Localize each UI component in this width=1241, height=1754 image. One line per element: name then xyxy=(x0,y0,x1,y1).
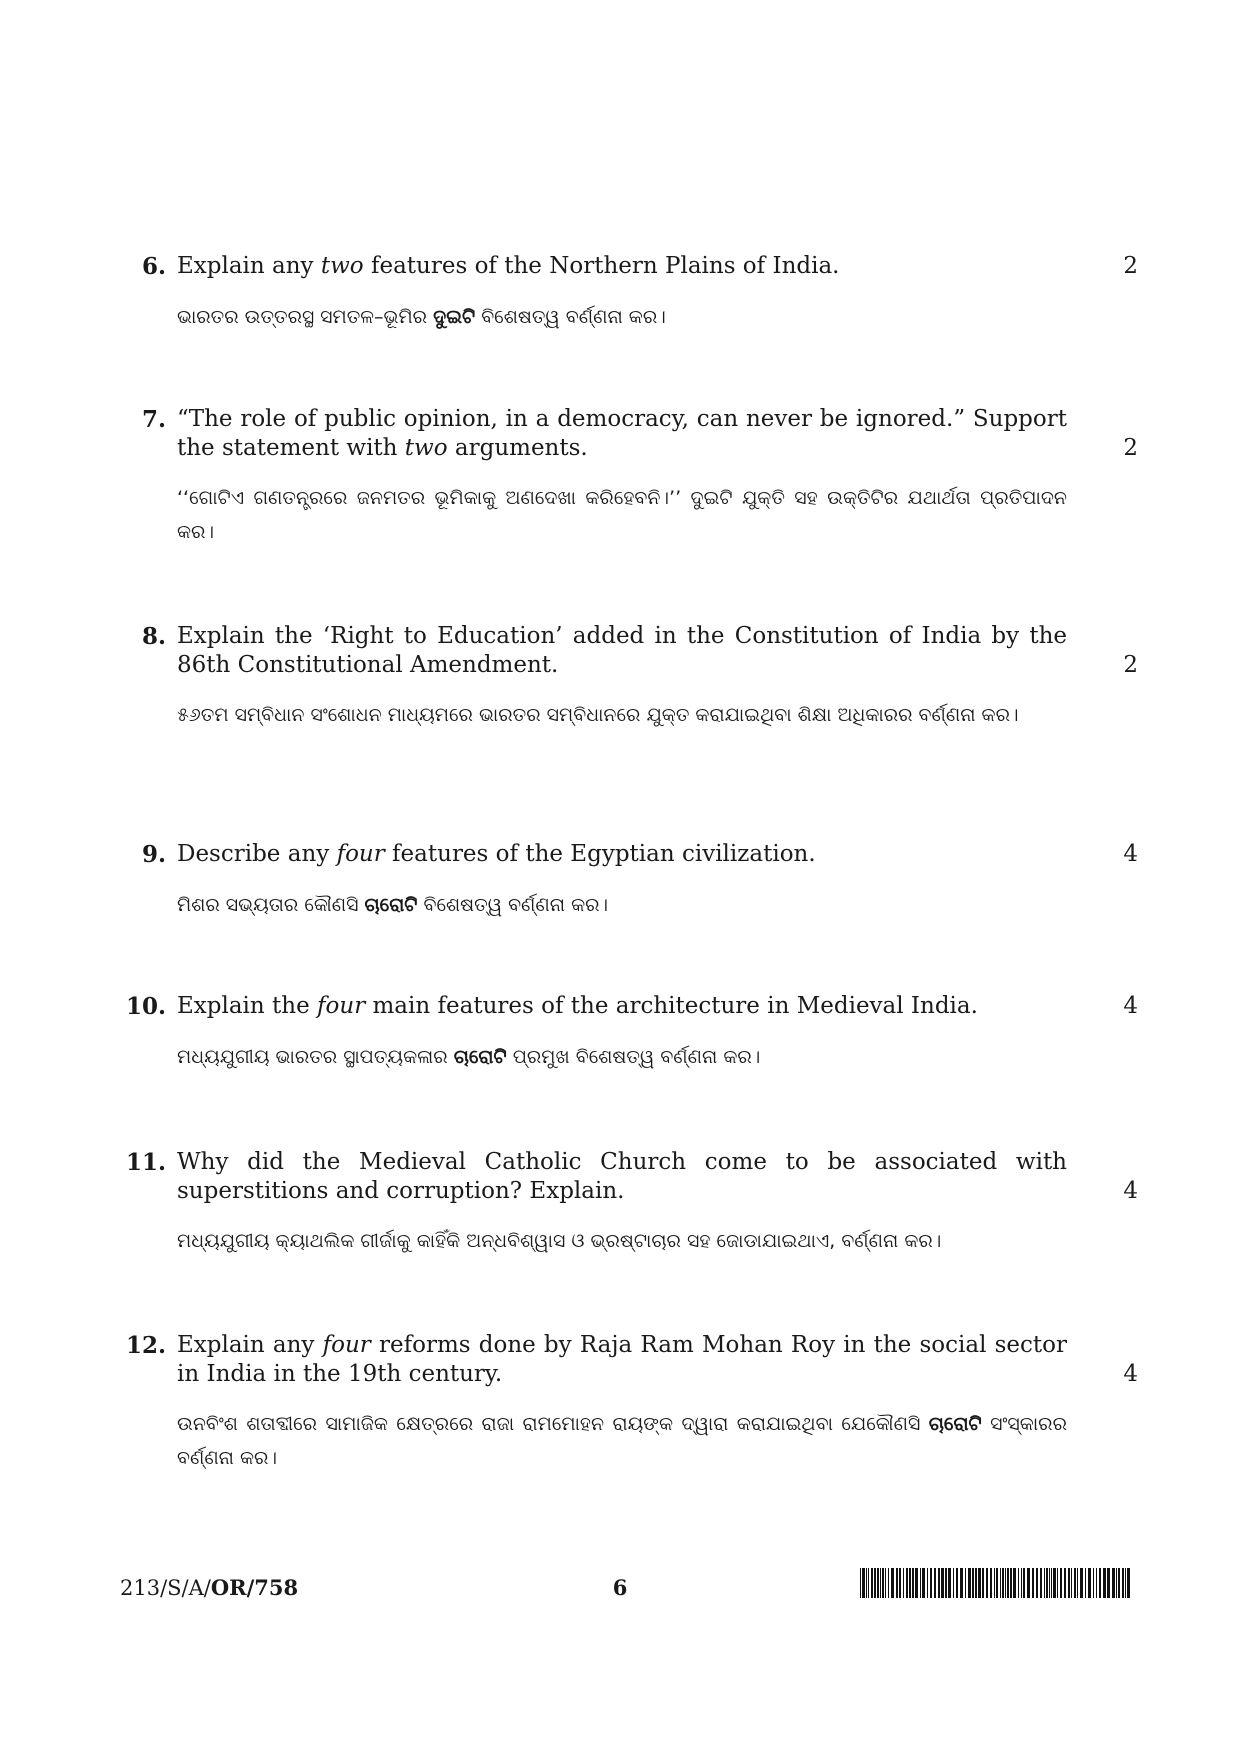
barcode-bar xyxy=(1027,1568,1030,1598)
question-text-english: Explain the four main features of the architecture in Medieval India. xyxy=(177,993,978,1019)
question-text-odia: ମିଶର ସଭ୍ୟତାର କୌଣସି ଚାରୋଟି ବିଶେଷତ୍ୱ ବର୍ଣ୍ଣନା କର। xyxy=(177,894,609,916)
barcode-bar xyxy=(1116,1568,1117,1598)
barcode-bar xyxy=(982,1568,984,1598)
barcode-bar xyxy=(866,1568,867,1598)
barcode-bar xyxy=(941,1568,944,1598)
barcode-bar xyxy=(1112,1568,1115,1598)
barcode-bar xyxy=(877,1568,879,1598)
question-text-english: Explain any four reforms done by Raja Ram Mohan Roy in the social sector in India in the 19th century. xyxy=(177,1332,1067,1387)
barcode-bar xyxy=(920,1568,921,1598)
question-text-odia: ମଧ୍ୟଯୁଗୀୟ ଭାରତର ସ୍ଥାପତ୍ୟକଳାର ଚାରୋଟି ପ୍ରମୁଖ ବିଶେଷତ୍ୱ ବର୍ଣ୍ଣନା କର। xyxy=(177,1046,761,1068)
question-text-odia: ଭାରତର ଉତ୍ତରସ୍ଥ ସମତଳ–ଭୂମିର ଦୁଇଟି ବିଶେଷତ୍ୱ ବର୍ଣ୍ଣନା କର। xyxy=(177,306,666,328)
barcode-bar xyxy=(1023,1568,1025,1598)
barcode-bar xyxy=(968,1568,971,1598)
barcode-bar xyxy=(1068,1568,1070,1598)
barcode-bar xyxy=(1107,1568,1110,1598)
barcode-bar xyxy=(1018,1568,1019,1598)
question-number: 12. xyxy=(125,1332,166,1359)
barcode-bar xyxy=(1021,1568,1022,1598)
barcode-bar xyxy=(862,1568,865,1598)
barcode-bar xyxy=(953,1568,954,1598)
barcode-bar xyxy=(1118,1568,1120,1598)
question-text-odia: ‘‘ଗୋଟିଏ ଗଣତନ୍ତ୍ରରେ ଜନମତର ଭୂମିକାକୁ ଅଣଦେଖା କରିହେବନି।’’ ଦୁଇଟି ଯୁକ୍ତି ସହ ଉକ୍ତିଟିର ଯଥାର୍ଥତା ପ୍ରତିପାଦନ କର। xyxy=(177,487,1067,543)
barcode-bar xyxy=(891,1568,894,1598)
barcode-bar xyxy=(986,1568,988,1598)
barcode-bar xyxy=(990,1568,992,1598)
question-marks: 4 xyxy=(1123,841,1138,867)
barcode-bar xyxy=(888,1568,889,1598)
barcode-bar xyxy=(1074,1568,1076,1598)
barcode-bar xyxy=(1085,1568,1086,1598)
barcode-bar xyxy=(960,1568,963,1598)
barcode-bar xyxy=(1005,1568,1006,1598)
barcode-bar xyxy=(978,1568,981,1598)
question-number: 10. xyxy=(125,993,166,1020)
barcode-bar xyxy=(1064,1568,1066,1598)
question-text-english: Explain the ‘Right to Education’ added in the Constitution of India by the 86th Constitutional Amendment. xyxy=(177,623,1067,678)
barcode-bar xyxy=(1000,1568,1001,1598)
question-marks: 4 xyxy=(1123,1178,1138,1204)
barcode-bar xyxy=(1103,1568,1106,1598)
barcode-bar xyxy=(1049,1568,1050,1598)
barcode-bar xyxy=(1032,1568,1034,1598)
question-text-english: Describe any four features of the Egyptian civilization. xyxy=(177,841,816,867)
question-text-odia: ଉନବିଂଶ ଶତାବ୍ଦୀରେ ସାମାଜିକ କ୍ଷେତ୍ରରେ ରାଜା ରାମମୋହନ ରାୟଙ୍କ ଦ୍ୱାରା କରାଯାଇଥିବା ଯେକୌଣସି ଚାରୋଟି ସଂସ୍କାରର ବର୍ଣ୍ଣନା କର। xyxy=(177,1413,1067,1469)
barcode-bar xyxy=(972,1568,974,1598)
question-marks: 4 xyxy=(1123,1361,1138,1387)
barcode-bar xyxy=(1040,1568,1042,1598)
barcode-bar xyxy=(994,1568,995,1598)
barcode-bar xyxy=(882,1568,884,1598)
barcode-bar xyxy=(1088,1568,1091,1598)
barcode-bar xyxy=(903,1568,904,1598)
barcode-bar xyxy=(934,1568,936,1598)
barcode-bar xyxy=(1096,1568,1097,1598)
page-number: 6 xyxy=(612,1575,628,1600)
question-number: 8. xyxy=(141,623,166,650)
barcode-bar xyxy=(948,1568,951,1598)
question-marks: 2 xyxy=(1123,435,1138,461)
barcode-bar xyxy=(1010,1568,1012,1598)
barcode-bar xyxy=(896,1568,898,1598)
barcode-bar xyxy=(912,1568,914,1598)
question-text-odia: ମଧ୍ୟଯୁଗୀୟ କ୍ୟାଥଲିକ ଗୀର୍ଜାକୁ କାହିଁକି ଅନ୍ଧବିଶ୍ୱାସ ଓ ଭ୍ରଷ୍ଟାଚାର ସହ ଜୋଡାଯାଇଥାଏ, ବର୍ଣ୍ଣନା କର। xyxy=(177,1230,942,1252)
barcode-bar xyxy=(871,1568,873,1598)
barcode-bar xyxy=(1077,1568,1078,1598)
barcode-bar xyxy=(1044,1568,1045,1598)
barcode-bar xyxy=(956,1568,958,1598)
barcode-bar xyxy=(1053,1568,1056,1598)
barcode-bar xyxy=(1057,1568,1058,1598)
question-text-english: Why did the Medieval Catholic Church come to be associated with superstitions and corruption? Explain. xyxy=(177,1149,1067,1204)
question-number: 7. xyxy=(141,406,166,433)
barcode-bar xyxy=(1127,1568,1130,1598)
question-number: 9. xyxy=(141,841,166,868)
barcode-bar xyxy=(945,1568,947,1598)
barcode-bar xyxy=(996,1568,998,1598)
barcode-bar xyxy=(909,1568,911,1598)
barcode-bar xyxy=(965,1568,966,1598)
barcode-bar xyxy=(1013,1568,1016,1598)
paper-code: 213/S/A/OR/758 xyxy=(120,1575,299,1600)
question-marks: 2 xyxy=(1123,652,1138,678)
barcode-bar xyxy=(1099,1568,1101,1598)
question-number: 6. xyxy=(141,253,166,280)
barcode-bar xyxy=(885,1568,886,1598)
barcode-bar xyxy=(1036,1568,1038,1598)
barcode-bar xyxy=(1002,1568,1004,1598)
barcode-bar xyxy=(874,1568,876,1598)
question-text-english: “The role of public opinion, in a democracy, can never be ignored.” Support the statement with two arguments. xyxy=(177,406,1067,461)
barcode-bar xyxy=(1060,1568,1062,1598)
barcode-bar xyxy=(1125,1568,1126,1598)
barcode-bar xyxy=(1046,1568,1048,1598)
barcode-bar xyxy=(906,1568,908,1598)
barcode-icon xyxy=(860,1568,1130,1598)
barcode-bar xyxy=(915,1568,918,1598)
barcode-bar xyxy=(880,1568,881,1598)
question-marks: 4 xyxy=(1123,993,1138,1019)
barcode-bar xyxy=(975,1568,977,1598)
question-marks: 2 xyxy=(1123,253,1138,279)
question-text-english: Explain any two features of the Northern Plains of India. xyxy=(177,253,840,279)
barcode-bar xyxy=(927,1568,928,1598)
barcode-bar xyxy=(930,1568,932,1598)
question-number: 11. xyxy=(125,1149,166,1176)
barcode-bar xyxy=(1122,1568,1124,1598)
barcode-bar xyxy=(1080,1568,1083,1598)
barcode-bar xyxy=(1071,1568,1072,1598)
barcode-bar xyxy=(922,1568,925,1598)
barcode-bar xyxy=(1051,1568,1052,1598)
barcode-bar xyxy=(860,1568,861,1598)
barcode-bar xyxy=(868,1568,869,1598)
barcode-bar xyxy=(938,1568,940,1598)
barcode-bar xyxy=(899,1568,901,1598)
barcode-bar xyxy=(1007,1568,1009,1598)
question-text-odia: ୫୬ତମ ସମ୍ବିଧାନ ସଂଶୋଧନ ମାଧ୍ୟମରେ ଭାରତର ସମ୍ବିଧାନରେ ଯୁକ୍ତ କରାଯାଇଥିବା ଶିକ୍ଷା ଅଧିକାରର ବର୍ଣ୍ଣନା କର। xyxy=(177,704,1019,726)
barcode-bar xyxy=(1093,1568,1094,1598)
